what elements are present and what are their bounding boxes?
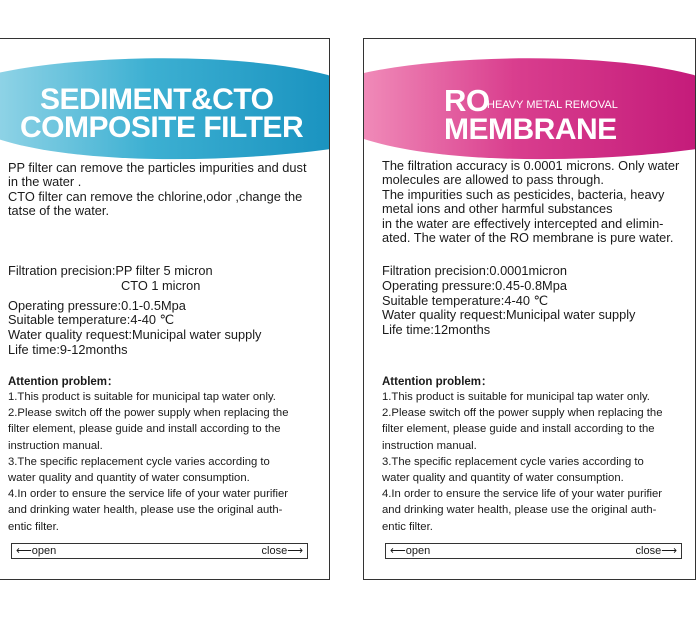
spec-life-time: Life time:12months (382, 322, 491, 338)
spec-temperature: Suitable temperature:4-40 ℃ (8, 312, 174, 328)
description-line: The filtration accuracy is 0.0001 microns. Only water (382, 158, 680, 173)
spec-pressure: Operating pressure:0.1-0.5Mpa (8, 297, 186, 313)
attention-line: 2.Please switch off the power supply when replacing the (8, 407, 289, 420)
spec-filtration: Filtration precision:PP filter 5 micron (8, 263, 213, 278)
description (8, 161, 307, 219)
title-line-2: MEMBRANE (444, 113, 617, 146)
description-line: metal ions and other harmful substances (382, 201, 613, 217)
description-line: CTO filter can remove the chlorine,odor ,change the (8, 188, 303, 204)
spec-life-time: Life time:9-12months (8, 341, 128, 357)
attention-line: 1.This product is suitable for municipal tap water only. (8, 391, 276, 403)
title-line-2: COMPOSITE FILTER (20, 111, 304, 144)
close-tab[interactable] (262, 544, 303, 558)
spec-water-quality: Water quality request:Municipal water supply (8, 327, 262, 343)
description-line: in the water . (8, 174, 82, 190)
attention-line: water quality and quantity of water consumption. (8, 472, 250, 485)
open-tab[interactable] (16, 544, 56, 558)
description-line: The impurities such as pesticides, bacteria, heavy (382, 186, 665, 202)
title-line-1: SEDIMENT&CTO (40, 83, 274, 116)
title-banner (0, 53, 329, 163)
title-banner (364, 53, 695, 163)
description-line: tatse of the water. (8, 203, 110, 219)
attention-line: 3.The specific replacement cycle varies according to (382, 455, 644, 468)
attention-line: 1.This product is suitable for municipal tap water only. (382, 391, 650, 403)
attention-line: 4.In order to ensure the service life of your water purifier (8, 488, 289, 501)
attention-line: and drinking water health, please use the original auth- (382, 504, 657, 517)
attention-list (8, 389, 289, 535)
description-line: ated. The water of the RO membrane is pure water. (382, 230, 674, 246)
ro-membrane-card (363, 38, 696, 580)
attention-line: water quality and quantity of water consumption. (382, 472, 624, 485)
attention-list (382, 389, 663, 535)
attention-line: entic filter. (382, 520, 433, 533)
specifications (8, 264, 261, 358)
attention-line: and drinking water health, please use the original auth- (8, 504, 283, 517)
attention-line: instruction manual. (382, 439, 477, 452)
title-line-1: RO (444, 83, 490, 118)
arrow-left-icon: ⟵ (390, 545, 406, 557)
description (382, 159, 679, 245)
spec-temperature: Suitable temperature:4-40 ℃ (382, 292, 548, 308)
arrow-right-icon: ⟶ (661, 545, 677, 557)
close-label: close (635, 545, 662, 557)
attention-title: Attention problem： (8, 376, 119, 388)
attention-line: entic filter. (8, 520, 59, 533)
open-label: open (405, 545, 431, 557)
close-label: close (261, 545, 288, 557)
spec-water-quality: Water quality request:Municipal water supply (382, 307, 636, 323)
title-subtitle: HEAVY METAL REMOVAL (487, 99, 618, 111)
sediment-cto-filter-card (0, 38, 330, 580)
arrow-right-icon: ⟶ (287, 545, 303, 557)
open-close-strip (385, 543, 682, 559)
description-line: in the water are effectively intercepted and elimin- (382, 215, 664, 231)
specifications (382, 264, 635, 338)
spec-pressure: Operating pressure:0.45-0.8Mpa (382, 277, 567, 293)
attention-title: Attention problem： (382, 376, 493, 388)
open-label: open (31, 545, 57, 557)
open-close-strip (11, 543, 308, 559)
description-line: molecules are allowed to pass through. (382, 172, 604, 188)
attention-line: 4.In order to ensure the service life of your water purifier (382, 488, 663, 501)
spec-filtration-cto: CTO 1 micron (121, 277, 201, 293)
arrow-left-icon: ⟵ (16, 545, 32, 557)
attention-line: filter element, please guide and install according to the (382, 423, 655, 436)
close-tab[interactable] (636, 544, 677, 558)
open-tab[interactable] (390, 544, 430, 558)
attention-line: 2.Please switch off the power supply when replacing the (382, 407, 663, 420)
spec-filtration: Filtration precision:0.0001micron (382, 263, 567, 278)
attention-line: filter element, please guide and install according to the (8, 423, 281, 436)
attention-line: instruction manual. (8, 439, 103, 452)
description-line: PP filter can remove the particles impurities and dust (8, 160, 307, 175)
attention-line: 3.The specific replacement cycle varies according to (8, 455, 270, 468)
